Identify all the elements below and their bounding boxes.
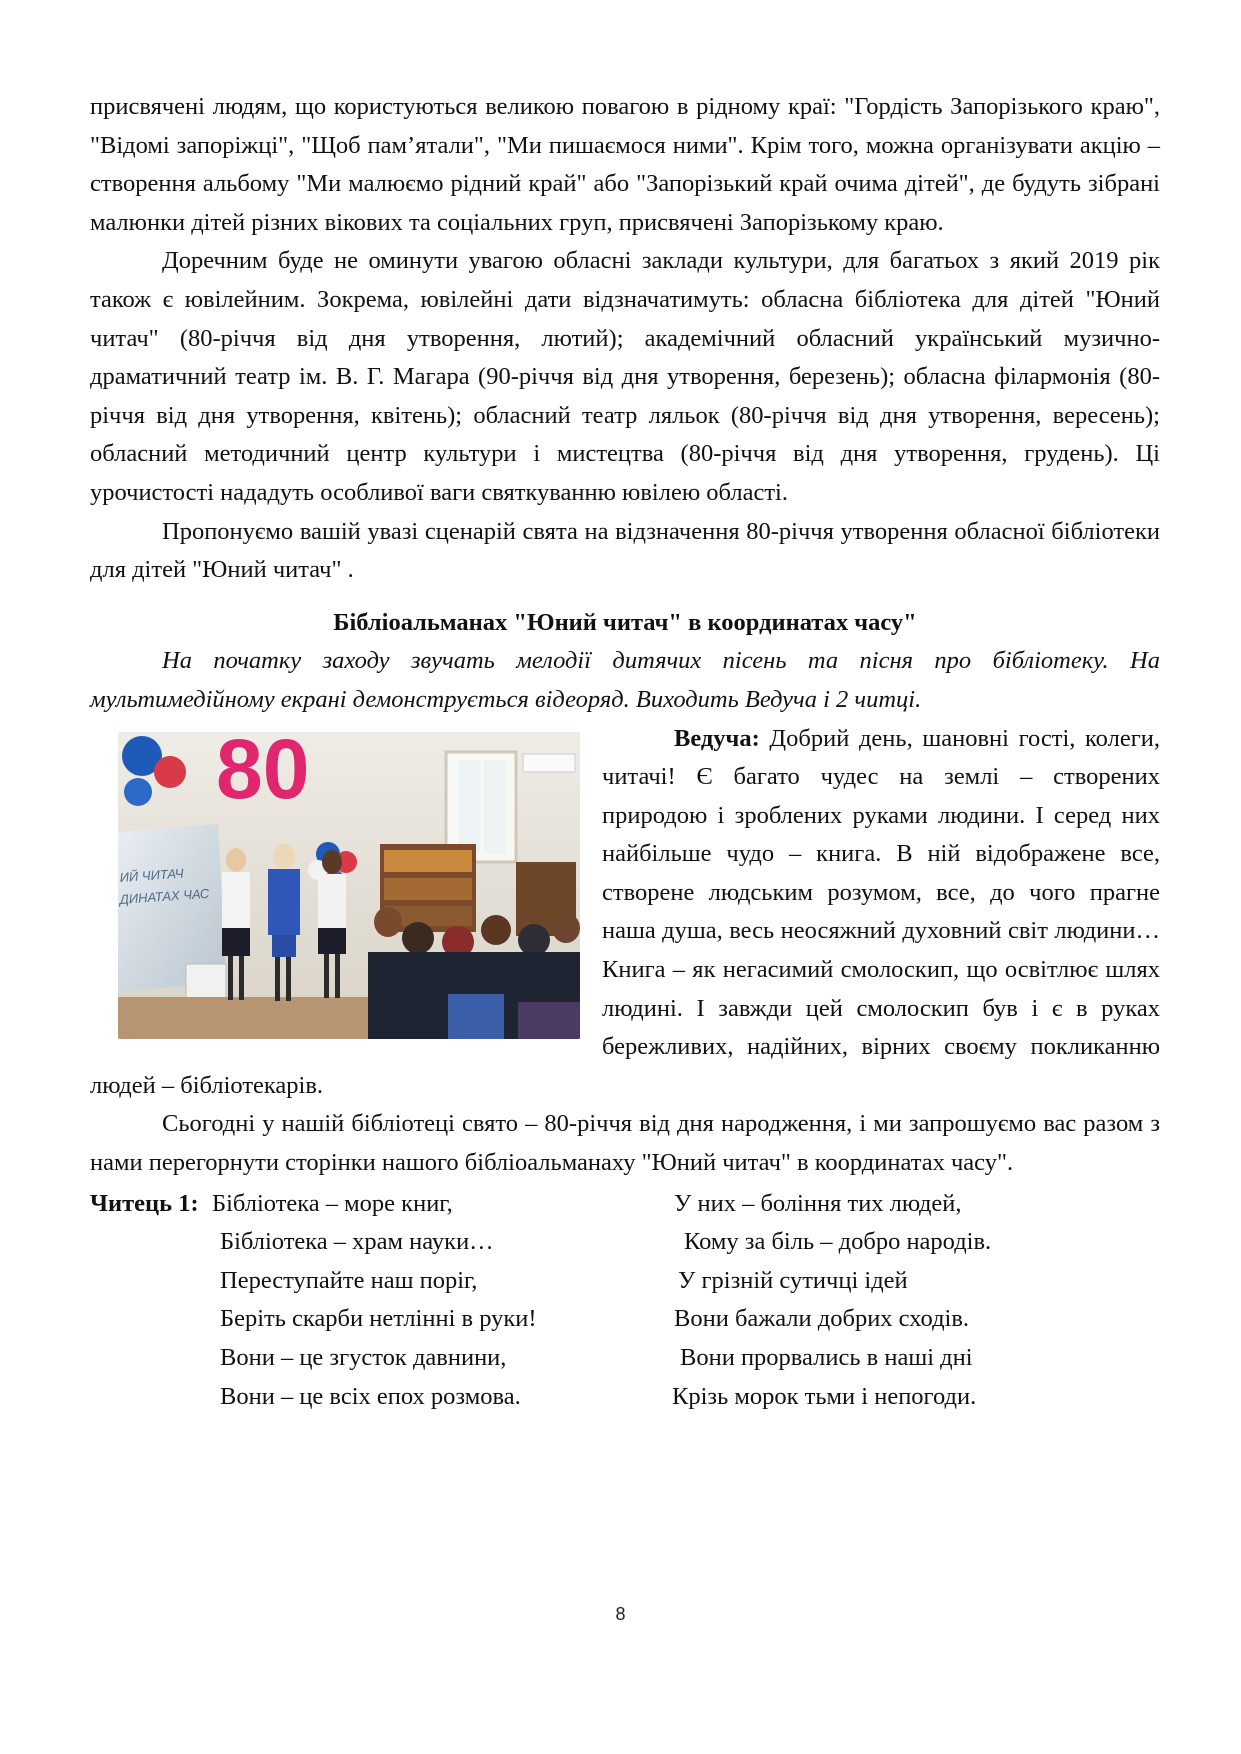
poem-left-line: Бібліотека – храм науки… [220,1228,494,1256]
balloon-80: 80 [216,731,310,816]
photo-illustration [118,732,580,1039]
screen-text-1: ИЙ ЧИТАЧ [119,865,185,885]
poem-left-line: Вони – це згусток давнини, [220,1344,507,1372]
host-speaker-label: Ведуча: [674,724,760,752]
document-page [90,88,1160,1417]
poem-right-line: Кому за біль – добро народів. [684,1228,992,1256]
paragraph-culture-institutions: Доречним буде не оминути увагою обласні заклади культури, для багатьох з який 2019 рік також є ювілейним. Зокрема, ювілейні дати відзначатимуть: обласна бібліотека для дітей "Юний читач" (80-річчя від дня утворення, лютий); академічний обласний український музично-драматичний театр ім. В. Г. Магара (90-річчя від дня утворення, березень); обласна філармонія (80-річчя від дня утворення, квітень); обласний театр ляльок (80-річчя від дня утворення, вересень); обласний методичний центр культури і мистецтва (80-річчя від дня утворення, грудень). Ці урочистості нададуть особливої ваги святкуванню ювілею області. [90,247,1160,506]
poem-left-line: Беріть скарби нетлінні в руки! [220,1305,537,1333]
poem-left-line: Бібліотека – море книг, [212,1189,453,1217]
poem-left-line: Вони – це всіх епох розмова. [220,1382,521,1410]
host-speech-continued: Сьогодні у нашій бібліотеці свято – 80-річчя від дня народження, і ми запрошуємо вас разом з нами перегорнути сторінки нашого бібліоальманаху "Юний читач" в координатах часу". [90,1110,1160,1177]
reader1-speaker-label: Читець 1: [90,1189,199,1217]
stage-direction: На початку заходу звучать мелодії дитячих пісень та пісня про бібліотеку. На мультимедійному екрані демонструється відеоряд. Виходить Ведуча і 2 читці. [90,647,1160,713]
screen-text-2: ДИНАТАХ ЧАС [119,885,210,907]
reader1-poem [90,1185,1160,1417]
poem-right-line: Вони прорвались в наші дні [680,1344,973,1372]
poem-right-line: У грізній сутичці ідей [678,1266,908,1294]
event-photo [118,732,580,1039]
poem-left-line: Переступайте наш поріг, [220,1266,478,1294]
poem-right-line: Крізь морок тьми і непогоди. [672,1382,977,1410]
page-number: 8 [615,1604,626,1624]
section-title: Бібліоальманах "Юний читач" в координатах часу" [333,608,917,636]
paragraph-intro: присвячені людям, що користуються великою повагою в рідному краї: "Гордість Запорізького краю", "Відомі запоріжці", "Щоб пам’ятали", "Ми пишаємося ними". Крім того, можна організувати акцію – створення альбому "Ми малюємо рідний край" або "Запорізький край очима дітей", де будуть зібрані малюнки дітей різних вікових та соціальних груп, присвячені Запорізькому краю. [90,93,1160,236]
host-speech-text: Добрий день, шановні гості, колеги, читачі! Є багато чудес на землі – створених природою і зроблених руками людини. І серед них найбільше чудо – книга. В ній відображене все, створене людським розумом, все, до чого прагне наша душа, весь неосяжний духовний світ людини… Книга – як негасимий смолоскип, що освітлює шлях людині. І завжди цей смолоскип був і є в руках бережливих, надійних, вірних своєму покликанню людей – бібліотекарів. [90,724,1160,1099]
poem-right-line: У них – боління тих людей, [674,1189,962,1217]
poem-right-line: Вони бажали добрих сходів. [674,1305,970,1333]
paragraph-scenario-intro: Пропонуємо вашій увазі сценарій свята на відзначення 80-річчя утворення обласної бібліотеки для дітей "Юний читач" . [90,517,1160,584]
